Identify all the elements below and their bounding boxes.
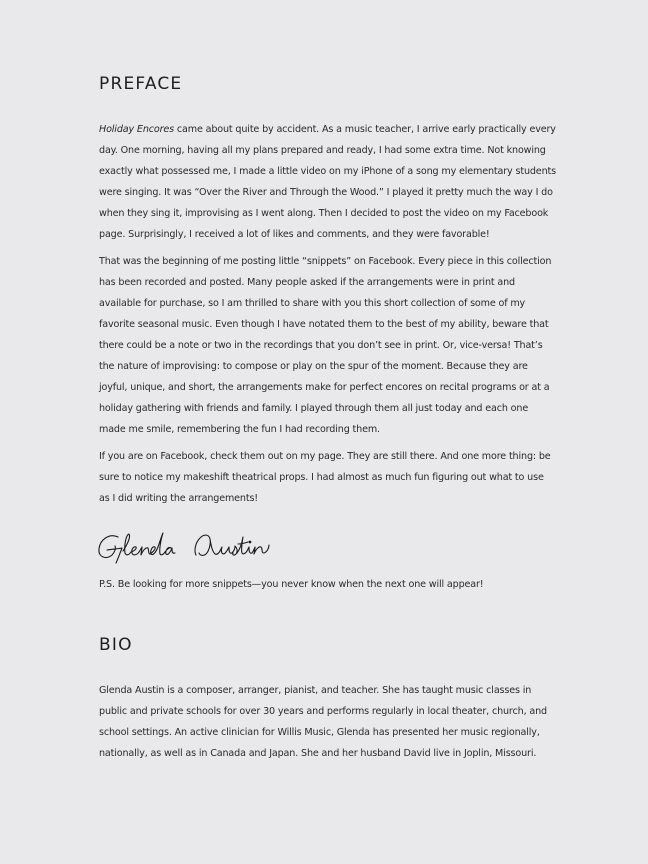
- preface-paragraph-2: That was the beginning of me posting little “snippets” on Facebook. Every piece in this collection has been recorded and posted. Many people asked if the arrangements were in print and available for purchase, so I am thrilled to share with you this short collection of some of my favorite seasonal music. Even though I have notated them to the best of my ability, beware that there could be a note or two in the recordings that you don’t see in print. Or, vice-versa! That’s the nature of improvising: to compose or play on the spur of the moment. Because they are joyful, unique, and short, the arrangements make for perfect encores on recital programs or at a holiday gathering with friends and family. I played through them all just today and each one made me smile, remembering the fun I had recording them.: [99, 256, 552, 435]
- bio-paragraph: Glenda Austin is a composer, arranger, pianist, and teacher. She has taught music classes in public and private schools for over 30 years and performs regularly in local theater, church, and school settings. An active clinician for Willis Music, Glenda has presented her music regionally, nationally, as well as in Canada and Japan. She and her husband David live in Joplin, Missouri.: [99, 685, 547, 759]
- preface-paragraph-1-text: came about quite by accident. As a music teacher, I arrive early practically every day. One morning, having all my plans prepared and ready, I had some extra time. Not knowing exactly what possessed me, I made a little video on my iPhone of a song my elementary students were singing. It was “Over the River and Through the Wood.” I played it pretty much the way I do when they sing it, improvising as I went along. Then I decided to post the video on my Facebook page. Surprisingly, I received a lot of likes and comments, and they were favorable!: [99, 124, 556, 240]
- preface-body: [99, 119, 557, 509]
- bio-body: [99, 680, 557, 764]
- book-title: Holiday Encores: [99, 124, 174, 135]
- preface-paragraph-1: [99, 119, 557, 245]
- signature: [96, 529, 276, 565]
- preface-heading: PREFACE: [99, 74, 183, 94]
- preface-paragraph-3: If you are on Facebook, check them out on my page. They are still there. And one more thing: be sure to notice my makeshift theatrical props. I had almost as much fun figuring out what to use as I did writing the arrangements!: [99, 451, 551, 504]
- bio-heading: BIO: [99, 635, 133, 655]
- postscript: P.S. Be looking for more snippets—you never know when the next one will appear!: [99, 579, 484, 590]
